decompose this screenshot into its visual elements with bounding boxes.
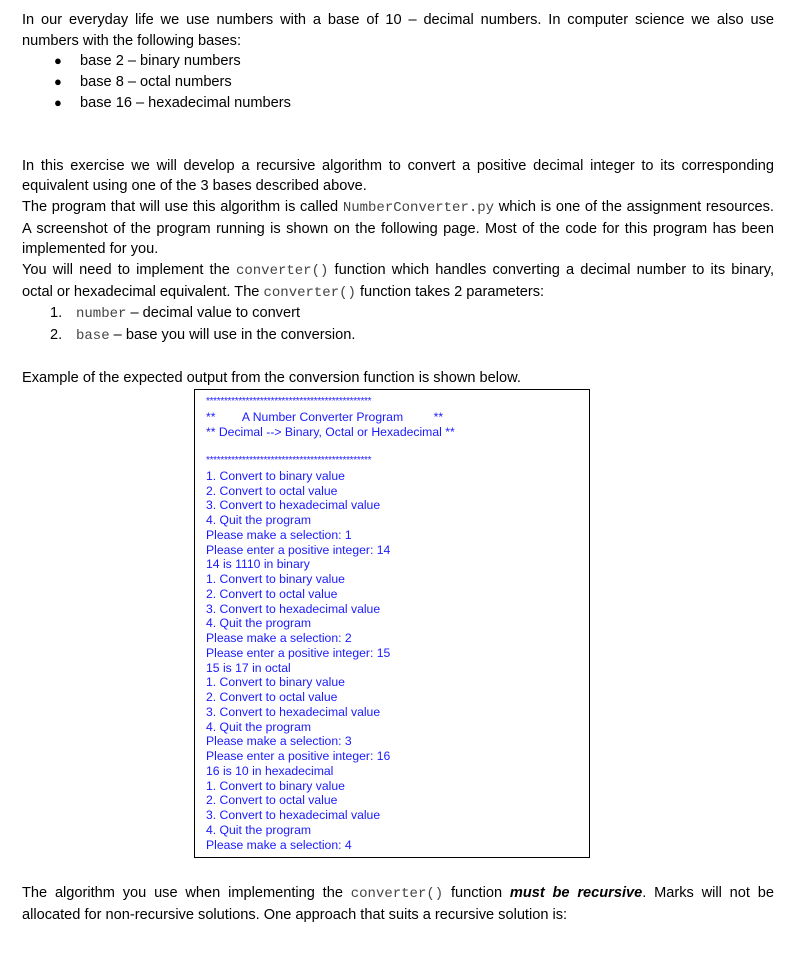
list-item [54, 51, 774, 72]
closing-section [22, 883, 774, 925]
console-line: Please make a selection: 2 [206, 631, 352, 645]
param-name: base [76, 328, 110, 345]
text-run: which is one of the assignment resources. A screenshot of the program running is shown on the following page. Most of the code for this program has been implemented for you. [22, 198, 774, 258]
exercise-paragraph-3 [22, 260, 774, 303]
converter-code: converter() [235, 263, 329, 280]
console-line: 2. Convert to octal value [206, 793, 338, 808]
console-stars: ********************************************** [206, 455, 372, 466]
text-run: The algorithm you use when implementing the [22, 885, 351, 901]
console-line: 4. Quit the program [206, 513, 311, 527]
parameters-list [22, 303, 774, 346]
console-line: 1. Convert to binary value [206, 572, 345, 586]
intro-paragraph: In our everyday life we use numbers with a base of 10 – decimal numbers. In computer science we also use numbers with the following bases: [22, 12, 774, 49]
param-desc: – base you will use in the conversion. [109, 327, 356, 344]
param-name: number [76, 306, 127, 323]
emphasis-text: must be recursive [509, 885, 643, 901]
console-line: 2. Convert to octal value [206, 483, 338, 498]
console-output-box [194, 389, 590, 858]
list-item [54, 93, 774, 114]
param-desc: – decimal value to convert [126, 305, 301, 322]
console-line: 4. Quit the program [206, 616, 311, 631]
document-body [22, 10, 774, 389]
console-line: 15 is 17 in octal [206, 660, 291, 675]
text-run: function takes 2 parameters: [355, 283, 545, 300]
base-item-text: base 16 – hexadecimal numbers [80, 94, 291, 111]
console-line: 2. Convert to octal value [206, 690, 338, 704]
base-item-text: base 8 – octal numbers [80, 74, 232, 91]
console-line: 3. Convert to hexadecimal value [206, 498, 381, 513]
list-item [50, 303, 774, 325]
list-number: 1. [50, 305, 63, 322]
console-line: 4. Quit the program [206, 822, 311, 837]
console-line: Please enter a positive integer: 15 [206, 645, 391, 660]
console-line: Please enter a positive integer: 16 [206, 749, 391, 763]
console-lines [206, 469, 589, 853]
console-stars: ********************************************** [206, 396, 372, 407]
closing-paragraph [22, 883, 774, 925]
bullet-icon: ● [54, 74, 62, 90]
list-item [50, 325, 774, 347]
console-line: 1. Convert to binary value [206, 468, 345, 483]
program-filename: NumberConverter.py [342, 199, 495, 216]
converter-code: converter() [350, 886, 444, 902]
console-line: 14 is 1110 in binary [206, 557, 310, 572]
console-line: Please enter a positive integer: 14 [206, 542, 391, 557]
console-line: Please make a selection: 4 [206, 837, 352, 852]
text-run: The program that will use this algorithm is called [22, 198, 343, 215]
bullet-icon: ● [54, 53, 62, 69]
exercise-paragraph-1: In this exercise we will develop a recursive algorithm to convert a positive decimal integer to its corresponding equivalent using one of the 3 bases described above. [22, 157, 774, 195]
text-run: . Marks will not be allocated for non-recursive solutions. One approach that suits a recursive solution is: [22, 885, 774, 923]
console-line: 3. Convert to hexadecimal value [206, 704, 381, 719]
console-line: 16 is 10 in hexadecimal [206, 763, 334, 778]
console-header-line: ** A Number Converter Program ** [206, 409, 444, 424]
text-run: You will need to implement the [22, 262, 236, 279]
base-item-text: base 2 – binary numbers [80, 53, 241, 70]
bullet-icon: ● [54, 94, 62, 110]
list-number: 2. [50, 327, 63, 344]
console-line: Please make a selection: 1 [206, 527, 352, 542]
console-line: Please make a selection: 3 [206, 734, 352, 749]
console-line: 2. Convert to octal value [206, 586, 338, 601]
console-header-line: ** Decimal --> Binary, Octal or Hexadecimal ** [206, 424, 455, 439]
console-line: 3. Convert to hexadecimal value [206, 601, 381, 616]
console-line: 1. Convert to binary value [206, 778, 345, 793]
converter-code: converter() [263, 284, 356, 301]
text-run: function [443, 885, 510, 901]
console-line: 3. Convert to hexadecimal value [206, 808, 381, 822]
example-caption: Example of the expected output from the conversion function is shown below. [22, 369, 521, 386]
console-line: 1. Convert to binary value [206, 675, 345, 690]
exercise-paragraph-2 [22, 197, 774, 260]
list-item [54, 72, 774, 93]
text-run: function which handles converting a decimal number to its binary, octal or hexadecimal equivalent. The [22, 262, 775, 300]
bases-list [22, 51, 774, 113]
console-line: 4. Quit the program [206, 719, 311, 734]
